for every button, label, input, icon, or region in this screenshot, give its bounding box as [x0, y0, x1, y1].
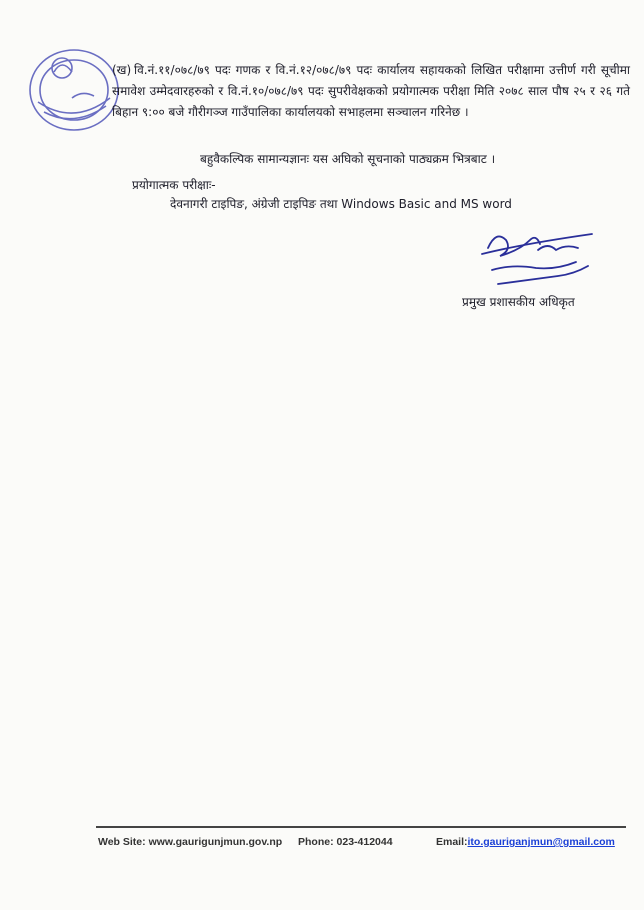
- footer-website: [98, 836, 282, 848]
- email-label: Email:: [436, 836, 468, 848]
- notice-paragraph-text: वि.नं.११/०७८/७९ पदः गणक र वि.नं.१२/०७८/७९ पदः कार्यालय सहायकको लिखित परीक्षामा उत्तीर्ण गरी सूचीमा समावेश उम्मेदवारहरुको र वि.नं.१०/०७८/७९ पदः सुपरीवेक्षकको प्रयोगात्मक परीक्षा मिति २०७८ साल पौष २५ र २६ गते बिहान ९:०० बजे गौरीगञ्ज गाउँपालिका कार्यालयको सभाहलमा सञ्चालन गरिनेछ ।: [112, 63, 630, 119]
- notice-paragraph: [112, 60, 630, 123]
- signatory-title: प्रमुख प्रशासकीय अधिकृत: [462, 295, 575, 309]
- website-label: Web Site:: [98, 836, 146, 848]
- email-link[interactable]: ito.gauriganjmun@gmail.com: [467, 836, 615, 848]
- website-link[interactable]: www.gaurigunjmun.gov.np: [148, 836, 283, 848]
- practical-exam-detail: देवनागरी टाइपिङ, अंग्रेजी टाइपिङ तथा Windows Basic and MS word: [170, 197, 512, 211]
- phone-label: Phone:: [298, 836, 334, 848]
- practical-exam-heading: प्रयोगात्मक परीक्षाः-: [132, 178, 216, 192]
- footer-phone: [298, 836, 393, 848]
- footer-email: [436, 836, 615, 848]
- footer-divider: [96, 826, 626, 828]
- office-stamp: [24, 42, 124, 138]
- item-marker: (ख): [112, 63, 132, 77]
- mcq-syllabus-line: बहुवैकल्पिक सामान्यज्ञानः यस अघिको सूचनाको पाठ्यक्रम भित्रबाट ।: [200, 152, 496, 166]
- signature-stamp: [478, 218, 608, 302]
- phone-number: 023-412044: [336, 836, 393, 848]
